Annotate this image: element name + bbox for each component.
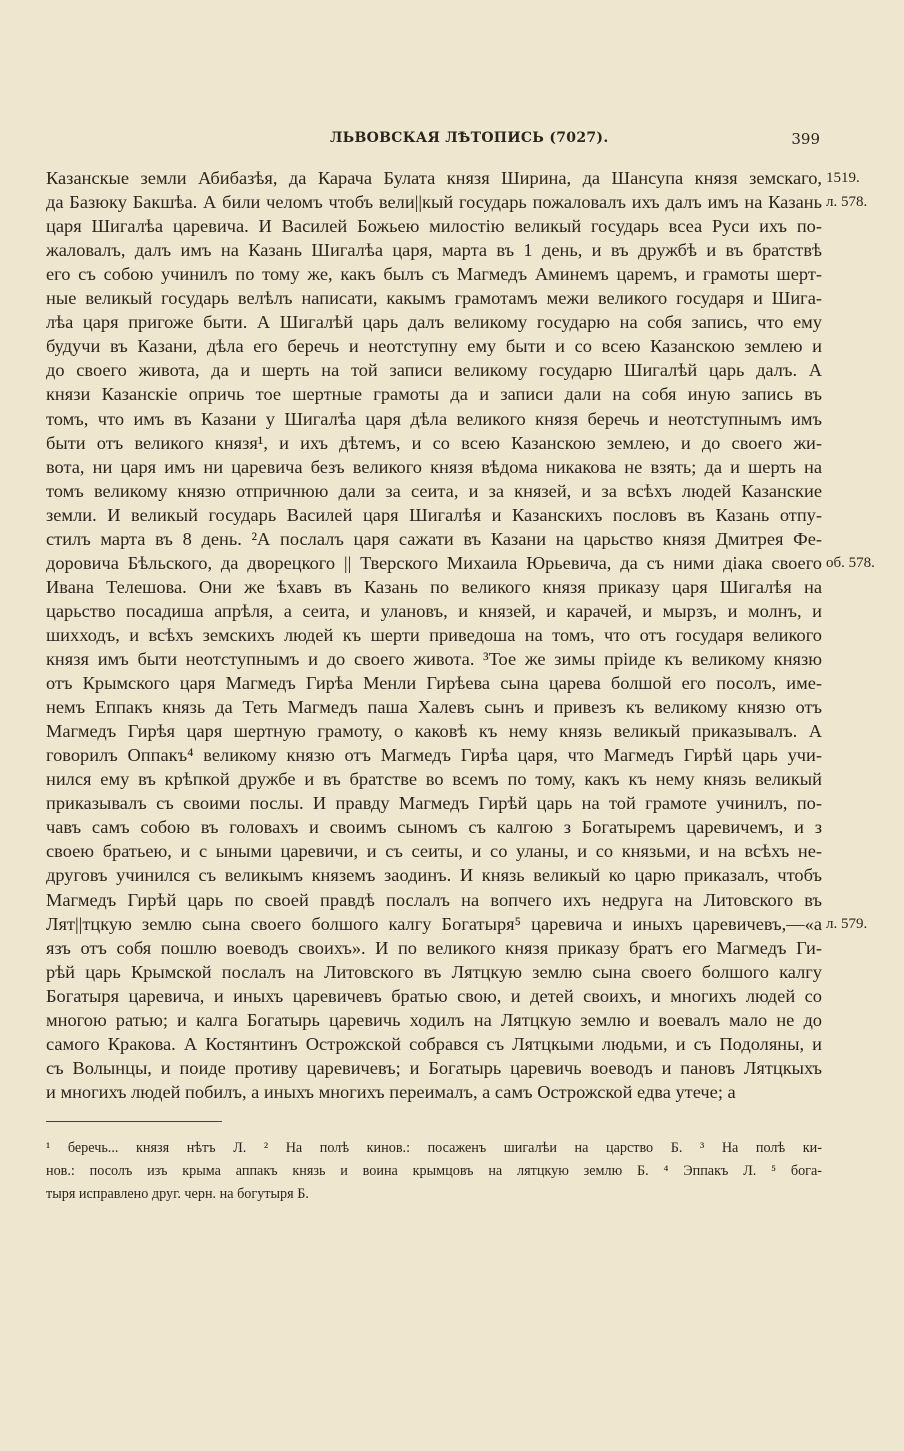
text-line: своею братьею, и с ыными царевичи, и съ сеиты, и со уланы, и со князьми, и на всѣхъ не-	[46, 841, 822, 862]
margin-note: 1519.	[826, 170, 860, 186]
text-line: его съ собою учинилъ по тому же, какъ былъ съ Магмедъ Аминемъ царемъ, и грамоты шерт-	[46, 264, 822, 285]
margin-note: л. 579.	[826, 915, 868, 932]
footnote-line: нов.: посолъ изъ крыма аппакъ князь и воина крымцовъ на лятцкую землю Б. ⁴ Эппакъ Л. ⁵ бога-	[46, 1163, 822, 1179]
text-line: Казанскые земли Абибазѣя, да Карача Булата князя Ширина, да Шансупа князя земскаго,	[46, 168, 822, 188]
text-line: съ Волынцы, и поиде противу царевичевъ; и Богатырь царевичь воеводъ и пановъ Лятцкыхъ	[46, 1057, 822, 1078]
text-line: земли. И великый государь Василей царя Шигалѣя и Казанскихъ пословъ въ Казань отпу-	[46, 504, 822, 525]
text-line: томъ великому князю отпричнюю дали за сеита, и за князей, и за всѣхъ людей Казанские	[46, 480, 822, 501]
text-line: Богатыря царевича, и иныхъ царевичевъ братью свою, и детей своихъ, и многихъ людей со	[46, 985, 822, 1006]
text-line: князи Казанскіе опричь тое шертные грамоты да и записи дали на собя иную запись въ	[46, 384, 822, 405]
text-line: ные великый государь велѣлъ написати, какымъ грамотамъ межи великого государя и Шига-	[46, 288, 822, 309]
text-line: отъ Крымского царя Магмедъ Гирѣа Менли Гирѣева сына царева болшой его посолъ, име-	[46, 673, 822, 694]
text-line: до своего живота, да и шерть на той записи великому государю Шигалѣй царь далъ. А	[46, 360, 822, 381]
text-line: князя имъ быти неотступнымъ и до своего живота. ³Тое же зимы пріиде къ великому князю	[46, 649, 822, 669]
text-line: царьство посадиша апрѣля, а сеита, и улановъ, и князей, и карачей, и мырзъ, и молнъ, и	[46, 600, 822, 621]
running-title: ЛЬВОВСКАЯ ЛѢТОПИСЬ (7027).	[330, 130, 609, 146]
footnote-line: ¹ беречь... князя нѣтъ Л. ² На полѣ кинов.: посаженъ шигалѣи на царство Б. ³ На полѣ ки-	[46, 1140, 822, 1156]
text-line: самого Кракова. А Костянтинъ Острожской собрався съ Лятцкыми людьми, и съ Подоляны, и	[46, 1033, 822, 1054]
margin-note: л. 578.	[826, 194, 868, 211]
text-line: быти отъ великого князя¹, и ихъ дѣтемъ, и со всею Казанскою землею, и до своего жи-	[46, 432, 822, 453]
text-line: жаловалъ, далъ имъ на Казань Шигалѣа царя, марта въ 1 день, и въ дружбѣ и въ братствѣ	[46, 240, 822, 261]
text-line: лѣа царя пригоже быти. А Шигалѣй царь далъ великому государю на собя запись, что ему	[46, 312, 822, 333]
text-line: говорилъ Оппакъ⁴ великому князю отъ Магмедъ Гирѣа царя, что Магмедъ Гирѣй царь учи-	[46, 745, 822, 766]
text-line: вота, ни царя имъ ни царевича безъ великого князя вѣдома никакова не взять; да и шерть на	[46, 456, 822, 477]
text-line: Ивана Телешова. Они же ѣхавъ въ Казань по великого князя приказу царя Шигалѣя на	[46, 576, 822, 597]
page-number: 399	[791, 130, 820, 148]
text-line: Лят||тцкую землю сына своего болшого калгу Богатыря⁵ царевича и иныхъ царевичевъ,—«а	[46, 913, 822, 934]
text-line: язъ отъ собя пошлю воеводъ своихъ». И по великого князя приказу братъ его Магмедъ Ги-	[46, 937, 822, 958]
text-line: рѣй царь Крымской послалъ на Литовского въ Лятцкую землю сына своего болшого калгу	[46, 961, 822, 982]
text-line: Магмедъ Гирѣй царь по своей правдѣ послалъ на вопчего ихъ недруга на Литовского въ	[46, 889, 822, 910]
text-line: томъ, что имъ въ Казани у Шигалѣа царя дѣла великого князя беречь и неотступнымъ имъ	[46, 408, 822, 429]
text-line: доровича Бѣльского, да дворецкого || Тверского Михаила Юрьевича, да съ ними діака своего	[46, 552, 822, 573]
text-line: нился ему въ крѣпкой дружбе и въ братстве во всемъ по тому, какъ къ нему князь великый	[46, 769, 822, 790]
text-line: чавъ самъ собою въ головахъ и своимъ сыномъ съ калгою з Богатыремъ царевичемъ, и з	[46, 817, 822, 838]
text-line: шихходъ, и всѣхъ земскихъ людей къ шерти приведоша на томъ, что отъ государя великого	[46, 624, 822, 645]
text-line: будучи въ Казани, дѣла его беречь и неотступну ему быти и со всею Казанскою землею и	[46, 336, 822, 357]
text-line: царя Шигалѣа царевича. И Василей Божьею милостію великый государь всеа Руси ихъ по-	[46, 216, 822, 237]
text-line: немъ Еппакъ князь да Теть Магмедъ паша Халевъ сынъ и привезъ къ великому князю отъ	[46, 697, 822, 718]
text-line: да Базюку Бакшѣа. А били челомъ чтобъ вели||кый государь пожаловалъ ихъ далъ имъ на Казань	[46, 192, 822, 213]
text-line: друговъ учинился съ великымъ княземъ заодинъ. И князь великый ко царю приказалъ, чтобъ	[46, 865, 822, 886]
text-line: Магмедъ Гирѣя царя шертную грамоту, о каковѣ къ нему князь великый приказывалъ. А	[46, 721, 822, 742]
running-header	[0, 130, 904, 152]
text-line: многою ратью; и калга Богатырь царевичь ходилъ на Лятцкую землю и воевалъ мало не до	[46, 1009, 822, 1030]
text-line: приказывалъ съ своими послы. И правду Магмедъ Гирѣй царь на той грамоте учинилъ, по-	[46, 793, 822, 814]
text-line: и многихъ людей побилъ, а иныхъ многихъ переималъ, а самъ Острожской едва утече; а	[46, 1081, 736, 1102]
footnotes	[46, 1137, 822, 1206]
footnote-line: тыря исправлено друг. черн. на богутыря Б.	[46, 1186, 309, 1202]
margin-note: об. 578.	[826, 554, 875, 571]
footnote-divider	[46, 1121, 222, 1122]
text-line: стилъ марта въ 8 день. ²А послалъ царя сажати въ Казани на царьство князя Дмитрея Фе-	[46, 528, 822, 549]
